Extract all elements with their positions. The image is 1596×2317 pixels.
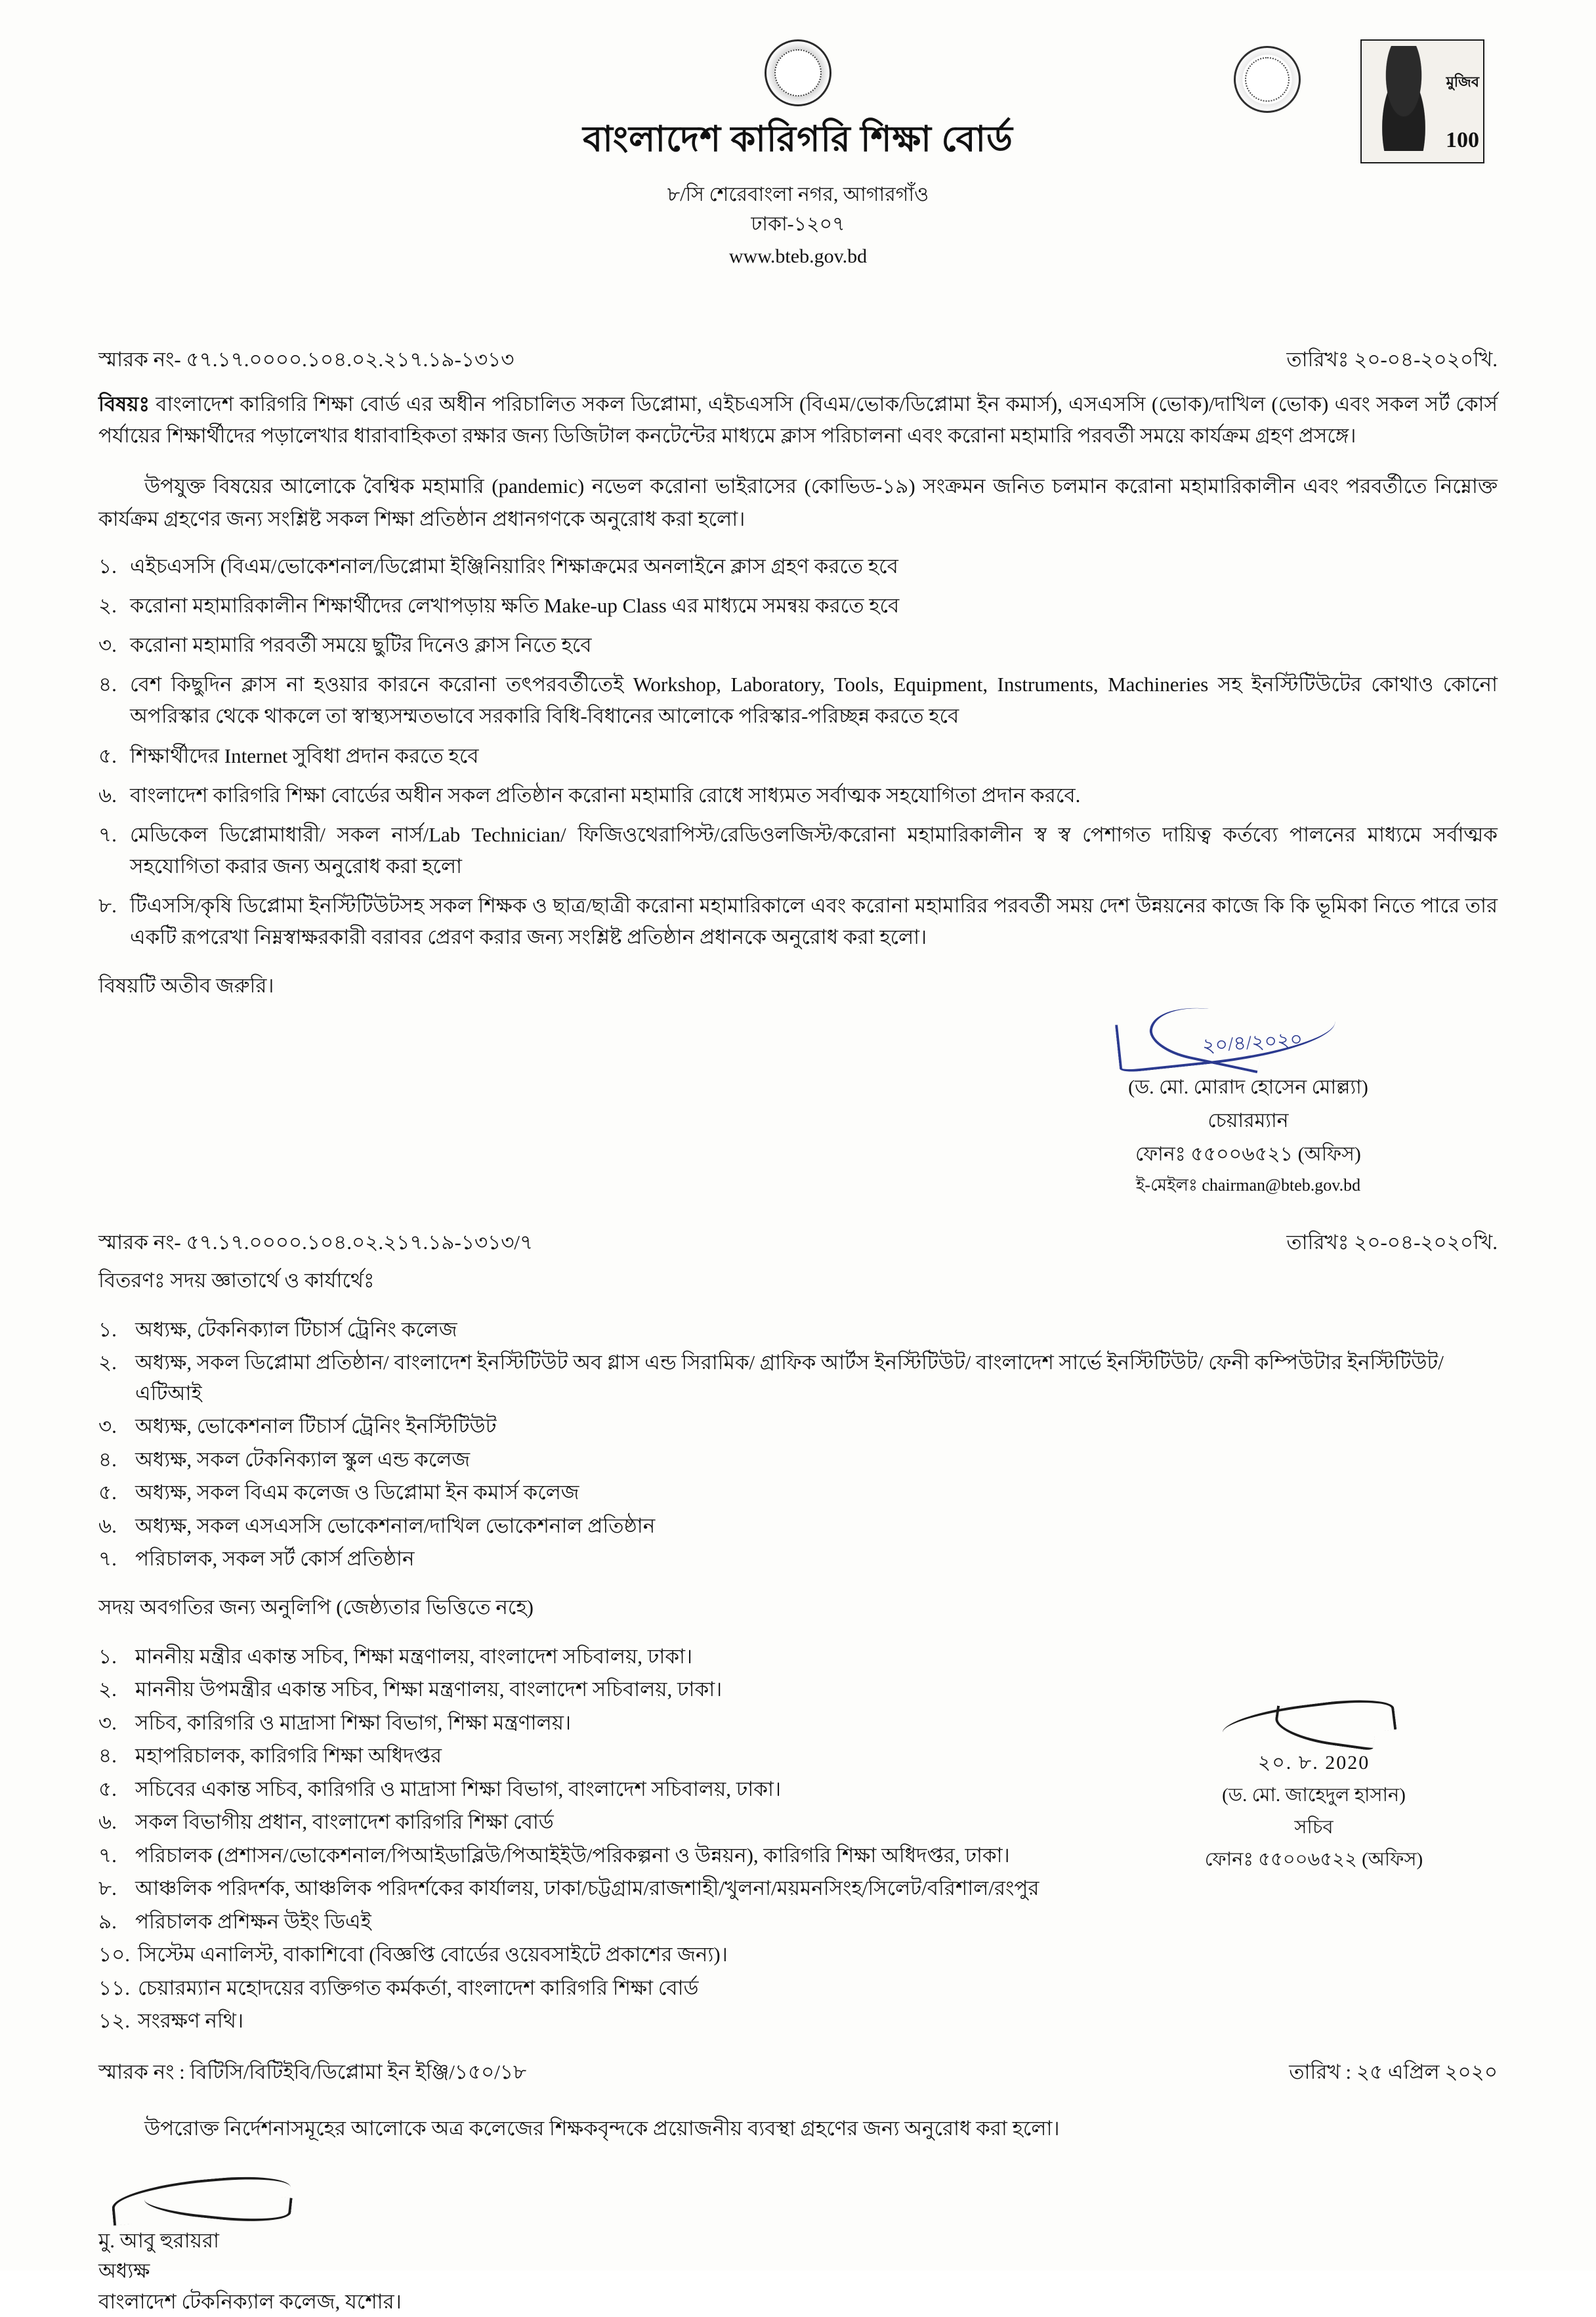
list-item — [98, 1348, 1498, 1409]
urgent-note: বিষয়টি অতীব জরুরি। — [98, 973, 274, 997]
list-item-number: ৫. — [98, 1481, 117, 1504]
list-item-text: অধ্যক্ষ, সকল টেকনিক্যাল স্কুল এন্ড কলেজ — [135, 1447, 471, 1471]
list-item — [98, 1411, 1498, 1442]
list-item — [98, 2006, 1498, 2037]
signatory-name: (ড. মো. জাহেদুল হাসান) — [1222, 1785, 1406, 1806]
organization-address-line-1: ৮/সি শেরেবাংলা নগর, আগারগাঁও — [667, 184, 929, 205]
list-item-text: অধ্যক্ষ, সকল এসএসসি ভোকেশনাল/দাখিল ভোকেশনাল প্রতিষ্ঠান — [135, 1514, 656, 1537]
handwritten-signature-icon — [1038, 1008, 1458, 1071]
list-item — [98, 1477, 1498, 1508]
list-item-number: ৭. — [98, 1547, 117, 1571]
subject-line — [98, 389, 1498, 452]
list-item-number: ৬. — [98, 1810, 117, 1834]
list-item-text: সিস্টেম এনালিস্ট, বাকাশিবো (বিজ্ঞপ্তি বোর্ডের ওয়েবসাইটে প্রকাশের জন্য)। — [138, 1943, 728, 1966]
list-item-text: মেডিকেল ডিপ্লোমাধারী/ সকল নার্স/Lab Technician/ ফিজিওথেরাপিস্ট/রেডিওলজিস্ট/করোনা মহামারিকালীন স্ব স্ব পেশাগত দায়িত্ব কর্তব্যে পালনের মাধ্যমে সর্বাত্মক সহযোগিতা করার জন্য অনুরোধ করা হলো — [130, 822, 1498, 878]
list-item-number: ৭. — [98, 1843, 117, 1867]
copy-to-title: সদয় অবগতির জন্য অনুলিপি (জেষ্ঠ্যতার ভিত্তিতে নহে) — [98, 1595, 534, 1619]
signatory-phone: ফোনঃ ৫৫০০৬৫২২ (অফিস) — [1204, 1849, 1423, 1870]
list-item-number: ৪. — [98, 1447, 117, 1471]
list-item-number: ১০. — [98, 1943, 131, 1966]
distribution-meta — [98, 1227, 1498, 1261]
office-stamp-icon — [1234, 46, 1301, 113]
mujib-borsho-logo-icon — [1360, 39, 1484, 163]
signatory-role: সচিব — [1294, 1817, 1334, 1838]
list-item-text: পরিচালক, সকল সর্ট কোর্স প্রতিষ্ঠান — [135, 1547, 415, 1571]
list-item-number: ৫. — [98, 1777, 117, 1800]
list-item — [98, 1907, 1498, 1938]
list-item — [98, 1642, 1498, 1672]
list-item-number: ৩. — [98, 1711, 117, 1734]
mujib-portrait-icon — [1371, 46, 1437, 151]
organization-address-line-2: ঢাকা-১২০৭ — [751, 213, 845, 235]
government-seal-icon — [765, 39, 831, 106]
memo-date: তারিখঃ ২০-০৪-২০২০খি. — [1286, 348, 1498, 371]
list-item-text: অধ্যক্ষ, সকল বিএম কলেজ ও ডিপ্লোমা ইন কমার্স কলেজ — [135, 1481, 579, 1504]
subject-prefix: বিষয়ঃ — [98, 393, 150, 415]
list-item-text: সংরক্ষণ নথি। — [138, 2009, 244, 2033]
memo-number: স্মারক নং- ৫৭.১৭.০০০০.১০৪.০২.২১৭.১৯-১৩১৩ — [98, 348, 514, 371]
list-item — [98, 551, 1498, 582]
list-item-text: করোনা মহামারি পরবর্তী সময়ে ছুটির দিনেও ক্লাস নিতে হবে — [130, 633, 592, 657]
list-item — [98, 1873, 1498, 1904]
list-item-number: ৩. — [98, 1414, 117, 1438]
distribution-memo-number: স্মারক নং- ৫৭.১৭.০০০০.১০৪.০২.২১৭.১৯-১৩১৩/৭ — [98, 1230, 534, 1254]
list-item-number: ৬. — [98, 1514, 117, 1537]
list-item — [98, 1511, 1498, 1542]
list-item-number: ১১. — [98, 1976, 130, 1999]
letterhead — [98, 39, 1498, 322]
signatory-role: অধ্যক্ষ — [98, 2259, 150, 2283]
list-item — [98, 740, 1498, 772]
list-item-text: পরিচালক (প্রশাসন/ভোকেশনাল/পিআইডাব্লিউ/পিআইইউ/পরিকল্পনা ও উন্নয়ন), কারিগরি শিক্ষা অধিদপ্তর, ঢাকা। — [135, 1843, 1010, 1867]
principal-signature-block — [98, 2173, 1498, 2317]
organization-website[interactable]: www.bteb.gov.bd — [728, 245, 868, 267]
list-item-text: চেয়ারম্যান মহোদয়ের ব্যক্তিগত কর্মকর্তা, বাংলাদেশ কারিগরি শিক্ষা বোর্ড — [137, 1976, 699, 1999]
organization-name: বাংলাদেশ কারিগরি শিক্ষা বোর্ড — [583, 119, 1013, 159]
list-item — [98, 1940, 1498, 1970]
instruction-list — [98, 551, 1498, 953]
list-item-text: অধ্যক্ষ, সকল ডিপ্লোমা প্রতিষ্ঠান/ বাংলাদেশ ইনস্টিটিউট অব গ্লাস এন্ড সিরামিক/ গ্রাফিক আর্টস ইনস্টিটিউট/ বাংলাদেশ সার্ভে ইনস্টিটিউট/ ফেনী কম্পিউটার ইনস্টিটিউট/ এটিআই — [135, 1351, 1444, 1405]
list-item-number: ১. — [98, 1644, 117, 1668]
list-item — [98, 1544, 1498, 1575]
list-item — [98, 669, 1498, 732]
signatory-name: মু. আবু হুরায়রা — [98, 2228, 220, 2252]
secretary-signature-block — [1143, 1701, 1484, 1877]
list-item — [98, 1973, 1498, 2004]
list-item — [98, 890, 1498, 953]
subject-text: বাংলাদেশ কারিগরি শিক্ষা বোর্ড এর অধীন পরিচালিত সকল ডিপ্লোমা, এইচএসসি (বিএম/ভোক/ডিপ্লোমা ইন কমার্স), এসএসসি (ভোক)/দাখিল (ভোক) এবং সকল সর্ট কোর্স পর্যায়ের শিক্ষার্থীদের পড়ালেখার ধারাবাহিকতা রক্ষার জন্য ডিজিটাল কনটেন্টের মাধ্যমে ক্লাস পরিচালনা এবং করোনা মহামারি পরবর্তী সময়ে কার্যক্রম গ্রহণ প্রসঙ্গে। — [98, 393, 1498, 448]
handwritten-date: ২০. ৮. 2020 — [1257, 1752, 1370, 1774]
list-item — [98, 1315, 1498, 1346]
list-item-number: ৭. — [98, 822, 117, 846]
footer-note: উপরোক্ত নির্দেশনাসমূহের আলোকে অত্র কলেজের শিক্ষকবৃন্দকে প্রয়োজনীয় ব্যবস্থা গ্রহণের জন্য অনুরোধ করা হলো। — [144, 2116, 1060, 2140]
list-item — [98, 780, 1498, 811]
memo-meta — [98, 344, 1498, 378]
handwritten-signature-icon — [1143, 1701, 1484, 1747]
distribution-date: তারিখঃ ২০-০৪-২০২০খি. — [1286, 1230, 1498, 1254]
list-item-text: টিএসসি/কৃষি ডিপ্লোমা ইনস্টিটিউটসহ সকল শিক্ষক ও ছাত্র/ছাত্রী করোনা মহামারিকালে এবং করোনা মহামারির পরবর্তী সময় দেশ উন্নয়নের কাজে কি কি ভূমিকা নিতে পারে তার একটি রূপরেখা নিম্নস্বাক্ষরকারী বরাবর প্রেরণ করার জন্য সংশ্লিষ্ট প্রতিষ্ঠান প্রধানকে অনুরোধ করা হলো। — [130, 893, 1498, 948]
list-item-text: শিক্ষার্থীদের Internet সুবিধা প্রদান করতে হবে — [130, 744, 479, 767]
distribution-title: বিতরণঃ সদয় জ্ঞাতার্থে ও কার্যার্থেঃ — [98, 1268, 375, 1292]
list-item-text: করোনা মহামারিকালীন শিক্ষার্থীদের লেখাপড়ায় ক্ষতি Make-up Class এর মাধ্যমে সমন্বয় করতে হবে — [130, 594, 900, 618]
signatory-role: চেয়ারম্যান — [1208, 1109, 1289, 1132]
list-item-number: ৮. — [98, 1877, 117, 1900]
list-item-text: সচিব, কারিগরি ও মাদ্রাসা শিক্ষা বিভাগ, শিক্ষা মন্ত্রণালয়। — [135, 1711, 572, 1734]
list-item-number: ৮. — [98, 893, 117, 917]
signatory-organization: বাংলাদেশ টেকনিক্যাল কলেজ, যশোর। — [98, 2289, 402, 2313]
list-item-text: সকল বিভাগীয় প্রধান, বাংলাদেশ কারিগরি শিক্ষা বোর্ড — [135, 1810, 554, 1834]
list-item — [98, 1445, 1498, 1476]
list-item-number: ৪. — [98, 673, 117, 696]
footer-memo-number: স্মারক নং : বিটিসি/বিটিইবি/ডিপ্লোমা ইন ইঞ্জি/১৫০/১৮ — [98, 2060, 527, 2083]
list-item — [98, 590, 1498, 622]
distribution-list — [98, 1315, 1498, 1575]
list-item-number: ২. — [98, 594, 117, 618]
list-item-number: ৯. — [98, 1909, 117, 1933]
list-item-number: ৩. — [98, 633, 117, 657]
intro-paragraph: উপযুক্ত বিষয়ের আলোকে বৈশ্বিক মহামারি (pandemic) নভেল করোনা ভাইরাসের (কোভিড-১৯) সংক্রমন জনিত চলমান করোনা মহামারিকালীন এবং পরবর্তীতে নিম্নোক্ত কার্যক্রম গ্রহণের জন্য সংশ্লিষ্ট সকল শিক্ষা প্রতিষ্ঠান প্রধানগণকে অনুরোধ করা হলো। — [98, 475, 1498, 530]
list-item-number: ২. — [98, 1678, 117, 1701]
list-item-number: ১. — [98, 555, 117, 578]
list-item — [98, 819, 1498, 882]
list-item-text: আঞ্চলিক পরিদর্শক, আঞ্চলিক পরিদর্শকের কার্যালয়, ঢাকা/চট্টগ্রাম/রাজশাহী/খুলনা/ময়মনসিংহ/সিলেট/বরিশাল/রংপুর — [135, 1877, 1040, 1900]
mujib-logo-text: মুজিব — [1446, 74, 1479, 90]
list-item-number: ৫. — [98, 744, 117, 767]
signatory-name: (ড. মো. মোরাদ হোসেন মোল্ল্যা) — [1128, 1076, 1368, 1098]
list-item-text: মাননীয় মন্ত্রীর একান্ত সচিব, শিক্ষা মন্ত্রণালয়, বাংলাদেশ সচিবালয়, ঢাকা। — [135, 1644, 693, 1668]
list-item-text: মহাপরিচালক, কারিগরি শিক্ষা অধিদপ্তর — [135, 1744, 442, 1768]
list-item-text: এইচএসসি (বিএম/ভোকেশনাল/ডিপ্লোমা ইঞ্জিনিয়ারিং শিক্ষাক্রমের অনলাইনে ক্লাস গ্রহণ করতে হবে — [130, 555, 898, 578]
handwritten-date: ২০/৪/২০২০ — [1201, 1028, 1304, 1057]
list-item-text: মাননীয় উপমন্ত্রীর একান্ত সচিব, শিক্ষা মন্ত্রণালয়, বাংলাদেশ সচিবালয়, ঢাকা। — [135, 1678, 723, 1701]
list-item-text: পরিচালক প্রশিক্ষন উইং ডিএই — [135, 1909, 371, 1933]
list-item-text: বাংলাদেশ কারিগরি শিক্ষা বোর্ডের অধীন সকল প্রতিষ্ঠান করোনা মহামারি রোধে সাধ্যমত সর্বাত্মক সহযোগিতা প্রদান করবে. — [130, 783, 1081, 807]
list-item-text: বেশ কিছুদিন ক্লাস না হওয়ার কারনে করোনা তৎপরবর্তীতেই Workshop, Laboratory, Tools, Equipment, Instruments, Machineries সহ ইনস্টিটিউটের কোথাও কোনো অপরিস্কার থেকে থাকলে তা স্বাস্থ্যসম্মতভাবে সরকারি বিধি-বিধানের আলোকে পরিস্কার-পরিচ্ছন্ন করতে হবে — [130, 673, 1498, 728]
handwritten-signature-icon — [98, 2173, 361, 2226]
list-item-number: ২. — [98, 1351, 117, 1374]
list-item-text: অধ্যক্ষ, ভোকেশনাল টিচার্স ট্রেনিং ইনস্টিটিউট — [135, 1414, 497, 1438]
list-item-number: ১. — [98, 1317, 117, 1341]
list-item — [98, 629, 1498, 661]
mujib-logo-year: 100 — [1446, 128, 1479, 152]
signatory-email[interactable]: ই-মেইলঃ chairman@bteb.gov.bd — [1135, 1175, 1361, 1195]
list-item-text: সচিবের একান্ত সচিব, কারিগরি ও মাদ্রাসা শিক্ষা বিভাগ, বাংলাদেশ সচিবালয়, ঢাকা। — [135, 1777, 782, 1800]
footer-date: তারিখ : ২৫ এপ্রিল ২০২০ — [1289, 2060, 1498, 2083]
list-item-number: ৪. — [98, 1744, 117, 1768]
signatory-phone: ফোনঃ ৫৫০০৬৫২১ (অফিস) — [1135, 1143, 1361, 1165]
list-item-number: ১২. — [98, 2009, 131, 2033]
list-item-text: অধ্যক্ষ, টেকনিক্যাল টিচার্স ট্রেনিং কলেজ — [135, 1317, 457, 1341]
footer-meta — [98, 2056, 1498, 2091]
chairman-signature-block — [1038, 1008, 1458, 1201]
list-item-number: ৬. — [98, 783, 117, 807]
